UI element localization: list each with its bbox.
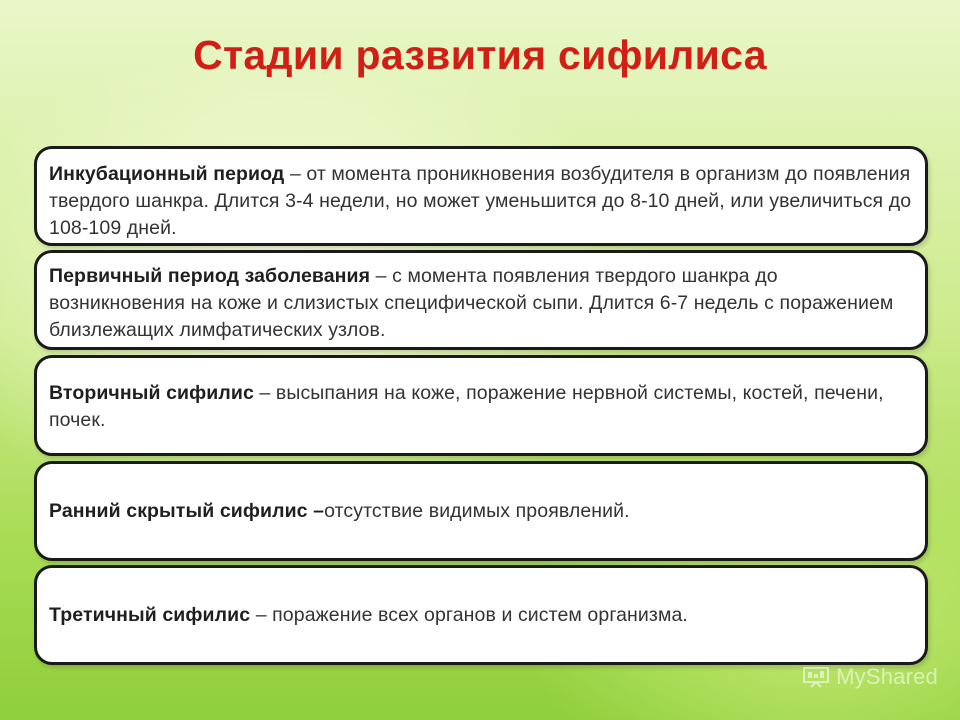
stage-description: – высыпания на коже, поражение нервной системы, костей, печени, почек. — [49, 382, 884, 431]
stage-description: – с момента появления твердого шанкра до возникновения на коже и слизистых специфической сыпи. Длится 6-7 недель с поражением близлежащих лимфатических узлов. — [49, 265, 894, 341]
slide-title: Стадии развития сифилиса — [193, 32, 767, 78]
stage-card-early-latent — [34, 461, 928, 561]
stage-card-incubation — [34, 146, 928, 246]
stage-card-tertiary — [34, 565, 928, 665]
stage-term: Ранний скрытый сифилис – — [49, 500, 325, 522]
stage-text — [49, 161, 913, 242]
stage-term: Вторичный сифилис — [49, 382, 254, 404]
stage-term: Первичный период заболевания — [49, 265, 371, 287]
stage-card-secondary — [34, 355, 928, 456]
stage-card-primary — [34, 250, 928, 350]
stage-description: отсутствие видимых проявлений. — [324, 500, 630, 522]
stage-text — [49, 602, 688, 629]
presentation-board-icon — [802, 666, 830, 688]
stage-text — [49, 498, 630, 525]
watermark-text: MyShared — [836, 664, 938, 689]
watermark — [802, 664, 938, 690]
stage-description: – от момента проникновения возбудителя в организм до появления твердого шанкра. Длится 3-4 недели, но может уменьшится до 8-10 дней, или увеличиться до 108-109 дней. — [49, 163, 912, 239]
stage-description: – поражение всех органов и систем организма. — [250, 604, 688, 626]
stage-text — [49, 263, 913, 344]
stage-text — [49, 380, 913, 434]
stage-term: Инкубационный период — [49, 163, 285, 185]
stage-term: Третичный сифилис — [49, 604, 251, 626]
